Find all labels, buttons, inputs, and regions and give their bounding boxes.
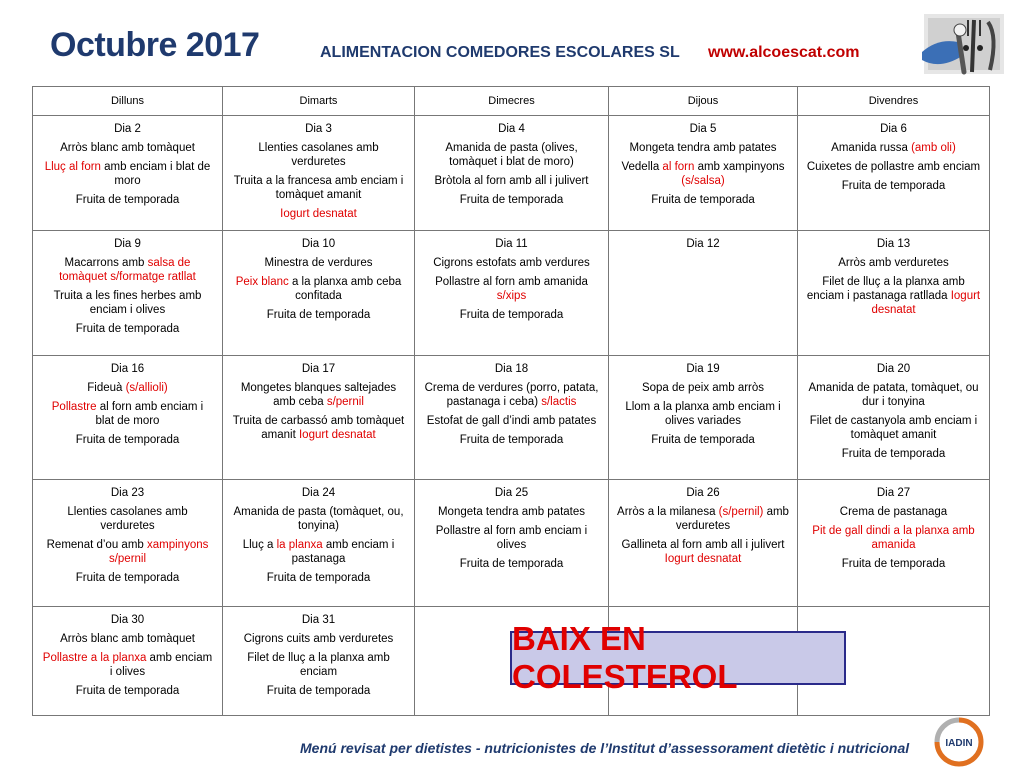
dish-text: Fruita de temporada — [651, 433, 755, 446]
dish-text: Fideuà — [87, 381, 126, 394]
dish-text: Dia 26 — [686, 487, 720, 500]
dish-line — [41, 505, 214, 533]
day-cell — [609, 480, 798, 607]
dish-line — [806, 447, 981, 461]
weekday-header-row — [33, 87, 990, 116]
dish-text: al forn amb enciam i blat de moro — [95, 400, 204, 427]
day-cell — [415, 355, 609, 480]
highlight-text: Pit de gall dindi a la planxa amb amanida — [812, 525, 975, 552]
dish-text: Crema de pastanaga — [839, 506, 948, 519]
dish-line — [423, 505, 600, 519]
day-cell — [223, 355, 415, 480]
day-label — [231, 486, 406, 500]
highlight-text: xampinyons s/pernil — [108, 539, 209, 566]
dish-text: amb enciam i pastanaga — [291, 539, 395, 566]
day-cell — [33, 480, 223, 607]
dish-line — [41, 684, 214, 698]
dish-text: Pollastre al forn amb amanida — [435, 275, 588, 288]
dish-line — [617, 381, 789, 395]
dish-line — [41, 141, 214, 155]
dish-text: Gallineta al forn amb all i julivert — [621, 539, 785, 552]
highlight-text: s/lactis — [541, 395, 577, 408]
weekday-header: Dijous — [609, 87, 798, 116]
dish-text: Fruita de temporada — [75, 322, 180, 335]
dish-line — [231, 174, 406, 202]
dish-text: Dia 31 — [301, 614, 336, 627]
dish-text: Fruita de temporada — [266, 308, 371, 321]
day-label — [806, 486, 981, 500]
dish-text: Amanida de pasta (tomàquet, ou, tonyina) — [233, 506, 404, 533]
dish-text: Remenat d’ou amb — [46, 539, 147, 552]
dish-text: Vedella — [621, 161, 663, 173]
highlight-text: Peix blanc — [235, 275, 289, 288]
dish-text: Amanida de patata, tomàquet, ou dur i tonyina — [808, 381, 979, 408]
dish-line — [423, 193, 600, 207]
day-label — [41, 237, 214, 251]
dish-line — [806, 179, 981, 193]
dish-text: Fruita de temporada — [266, 572, 371, 585]
iadin-logo-icon — [928, 716, 990, 768]
day-label — [231, 613, 406, 627]
dish-text: Minestra de verdures — [264, 256, 373, 269]
day-label — [41, 122, 214, 136]
dish-line — [231, 571, 406, 585]
day-label — [41, 613, 214, 627]
dish-text: Mongetes blanques saltejades amb ceba — [240, 381, 397, 408]
highlight-text: la planxa — [276, 539, 323, 552]
day-cell — [609, 230, 798, 355]
dish-text: Llenties casolanes amb verduretes — [258, 142, 379, 168]
highlight-text: (s/pernil) — [718, 506, 764, 519]
dish-line — [41, 433, 214, 447]
day-cell — [33, 607, 223, 716]
dish-text: Fruita de temporada — [75, 572, 180, 585]
page-title: Octubre 2017 — [50, 26, 260, 64]
dish-line — [806, 557, 981, 571]
dish-text: Arròs blanc amb tomàquet — [60, 633, 195, 646]
dish-text: Fruita de temporada — [841, 180, 946, 192]
dish-text: Filet de lluç a la planxa amb enciam — [247, 652, 390, 679]
dish-text: Fruita de temporada — [75, 685, 180, 698]
dish-line — [423, 433, 600, 447]
day-cell — [223, 116, 415, 231]
dish-text: Filet de lluç a la planxa amb enciam i pastanaga ratllada — [806, 275, 965, 302]
day-cell — [798, 230, 990, 355]
dish-line — [41, 651, 214, 679]
day-label — [617, 237, 789, 251]
dish-line — [423, 141, 600, 169]
dish-line — [806, 505, 981, 519]
dish-text: Dia 12 — [686, 237, 720, 250]
dish-line — [41, 381, 214, 395]
dish-line — [423, 381, 600, 409]
dish-text: Dia 30 — [110, 614, 145, 627]
dish-line — [231, 275, 406, 303]
dish-line — [806, 275, 981, 317]
day-cell — [33, 355, 223, 480]
dish-line — [231, 207, 406, 221]
day-cell — [33, 116, 223, 231]
dish-line — [806, 414, 981, 442]
iadin-logo-text: IADIN — [945, 738, 973, 749]
highlight-text: Iogurt desnatat — [298, 428, 376, 441]
dish-line — [423, 275, 600, 303]
dish-text: amb enciam i blat de moro — [100, 161, 211, 187]
highlight-text: (amb oli) — [911, 142, 956, 154]
dish-text: Cuixetes de pollastre amb enciam — [806, 161, 981, 173]
day-label — [423, 486, 600, 500]
dish-text: Dia 18 — [494, 362, 529, 375]
dish-text: Truita de carbassó amb tomàquet amanit — [232, 414, 405, 441]
weekday-header: Dilluns — [33, 87, 223, 116]
day-cell — [798, 480, 990, 607]
dish-line — [231, 414, 406, 442]
dish-line — [41, 571, 214, 585]
dish-text: Amanida de pasta (olives, tomàquet i blat de moro) — [445, 142, 578, 168]
week-row — [33, 480, 990, 607]
day-label — [806, 122, 981, 136]
highlight-text: Iogurt desnatat — [664, 553, 742, 566]
dish-text: Dia 23 — [110, 487, 145, 500]
dish-text: Dia 3 — [305, 123, 332, 135]
highlight-text: Pollastre — [51, 400, 97, 413]
dish-text: a la planxa amb ceba confitada — [288, 275, 402, 302]
dish-text: Fruita de temporada — [651, 194, 755, 206]
dish-text: Dia 5 — [689, 123, 717, 135]
company-name: ALIMENTACION COMEDORES ESCOLARES SL — [320, 44, 680, 61]
low-cholesterol-banner: BAIX EN COLESTEROL — [510, 631, 846, 685]
dish-text: Estofat de gall d’indi amb patates — [426, 414, 597, 427]
highlight-text: Iogurt desnatat — [280, 208, 357, 220]
day-cell — [223, 607, 415, 716]
dish-text: Crema de verdures (porro, patata, pastanaga i ceba) — [424, 381, 599, 408]
menu-table — [32, 86, 990, 716]
highlight-text: s/xips — [496, 289, 527, 302]
dish-text: Sopa de peix amb arròs — [641, 381, 765, 394]
dish-text: Pollastre al forn amb enciam i olives — [435, 525, 588, 552]
dish-text: Fruita de temporada — [75, 194, 180, 206]
dish-line — [423, 557, 600, 571]
highlight-text: Lluç al forn — [44, 161, 101, 173]
dish-text: Dia 19 — [686, 362, 720, 375]
highlight-text: (s/allioli) — [125, 381, 168, 394]
dish-line — [231, 308, 406, 322]
dish-text: amb xampinyons — [694, 161, 785, 173]
dish-line — [41, 322, 214, 336]
dish-text: Fruita de temporada — [459, 194, 564, 206]
dish-text: Dia 2 — [114, 123, 141, 135]
dish-text: Dia 27 — [876, 487, 911, 500]
day-label — [231, 122, 406, 136]
dish-line — [231, 538, 406, 566]
dish-line — [41, 400, 214, 428]
dish-text: Mongeta tendra amb patates — [629, 142, 777, 154]
dish-text: Fruita de temporada — [266, 685, 371, 698]
day-label — [423, 362, 600, 376]
dish-line — [231, 632, 406, 646]
highlight-text: Pollastre a la planxa — [42, 652, 147, 665]
dish-line — [617, 433, 789, 447]
dish-line — [806, 256, 981, 270]
day-label — [806, 362, 981, 376]
dish-text: Cigrons estofats amb verdures — [433, 256, 590, 269]
dish-text: Arròs blanc amb tomàquet — [60, 142, 195, 154]
dish-text: Dia 11 — [495, 237, 528, 250]
dish-text: Dia 20 — [876, 362, 911, 375]
dish-text: Fruita de temporada — [75, 433, 180, 446]
dish-line — [41, 160, 214, 188]
dish-text: Mongeta tendra amb patates — [437, 506, 586, 519]
day-cell — [415, 230, 609, 355]
dish-line — [617, 141, 789, 155]
dish-line — [806, 160, 981, 174]
cutlery-logo-icon — [918, 12, 1006, 76]
dish-text: Dia 17 — [301, 362, 336, 375]
day-cell — [415, 116, 609, 231]
dish-text: Llom a la planxa amb enciam i olives variades — [625, 400, 781, 427]
dish-text: Bròtola al forn amb all i julivert — [434, 175, 589, 187]
dish-line — [231, 256, 406, 270]
day-cell — [609, 355, 798, 480]
dish-text: Fruita de temporada — [841, 558, 946, 571]
dish-text: Fruita de temporada — [841, 447, 946, 460]
weekday-header: Dimecres — [415, 87, 609, 116]
dish-line — [41, 538, 214, 566]
weekday-header: Divendres — [798, 87, 990, 116]
day-cell — [798, 116, 990, 231]
dish-text: Dia 6 — [880, 123, 907, 135]
dish-text: Arròs a la milanesa — [617, 506, 719, 519]
dish-text: Cigrons cuits amb verduretes — [243, 633, 394, 646]
day-label — [41, 486, 214, 500]
day-cell — [609, 116, 798, 231]
website-link[interactable]: www.alcoescat.com — [708, 44, 860, 61]
week-row — [33, 355, 990, 480]
dish-text: Arròs amb verduretes — [838, 256, 949, 269]
dish-text: Dia 13 — [876, 237, 911, 250]
dish-text: Dia 9 — [114, 237, 141, 250]
day-label — [231, 237, 406, 251]
dish-line — [423, 174, 600, 188]
dish-line — [41, 193, 214, 207]
dish-text: Filet de castanyola amb enciam i tomàquet amanit — [809, 414, 978, 441]
day-label — [231, 362, 406, 376]
footer-note: Menú revisat per dietistes - nutricionistes de l’Institut d’assessorament dietètic i nutricional — [300, 740, 910, 756]
day-label — [423, 122, 600, 136]
dish-text: amb verduretes — [675, 506, 789, 533]
day-cell — [415, 480, 609, 607]
dish-line — [806, 381, 981, 409]
dish-line — [41, 256, 214, 284]
dish-line — [617, 538, 789, 566]
dish-text: Dia 4 — [498, 123, 525, 135]
dish-line — [423, 256, 600, 270]
dish-line — [617, 400, 789, 428]
dish-line — [41, 632, 214, 646]
dish-text: amb enciam i olives — [109, 652, 213, 679]
day-cell — [33, 230, 223, 355]
day-cell — [223, 480, 415, 607]
dish-text: Dia 10 — [301, 237, 336, 250]
highlight-text: s/pernil — [326, 395, 364, 408]
day-label — [617, 362, 789, 376]
dish-text: Amanida russa — [831, 142, 912, 154]
day-label — [423, 237, 600, 251]
dish-text: Fruita de temporada — [459, 308, 564, 321]
dish-line — [806, 524, 981, 552]
dish-line — [423, 414, 600, 428]
dish-line — [231, 684, 406, 698]
highlight-text: salsa de tomàquet s/formatge ratllat — [59, 256, 196, 283]
dish-line — [617, 505, 789, 533]
dish-line — [806, 141, 981, 155]
highlight-text: (s/salsa) — [681, 175, 725, 187]
day-cell — [223, 230, 415, 355]
highlight-text: al forn — [662, 161, 695, 173]
dish-text: Lluç a — [242, 539, 277, 552]
dish-text: Fruita de temporada — [459, 558, 564, 571]
dish-text: Dia 25 — [494, 487, 529, 500]
dish-line — [231, 505, 406, 533]
dish-text: Fruita de temporada — [459, 433, 564, 446]
week-row — [33, 116, 990, 231]
dish-line — [617, 160, 789, 188]
dish-text: Llenties casolanes amb verduretes — [67, 506, 188, 533]
day-label — [617, 122, 789, 136]
day-label — [806, 237, 981, 251]
weekday-header: Dimarts — [223, 87, 415, 116]
dish-line — [231, 141, 406, 169]
dish-line — [41, 289, 214, 317]
dish-line — [231, 381, 406, 409]
highlight-text: Iogurt desnatat — [871, 289, 981, 316]
day-cell — [798, 355, 990, 480]
dish-line — [231, 651, 406, 679]
day-label — [617, 486, 789, 500]
week-row — [33, 230, 990, 355]
day-label — [41, 362, 214, 376]
dish-text: Dia 16 — [110, 362, 145, 375]
dish-line — [423, 308, 600, 322]
dish-text: Dia 24 — [301, 487, 336, 500]
dish-text: Truita a les fines herbes amb enciam i olives — [53, 289, 202, 316]
dish-text: Macarrons amb — [64, 256, 148, 269]
dish-text: Truita a la francesa amb enciam i tomàquet amanit — [233, 175, 404, 201]
dish-line — [617, 193, 789, 207]
dish-line — [423, 524, 600, 552]
